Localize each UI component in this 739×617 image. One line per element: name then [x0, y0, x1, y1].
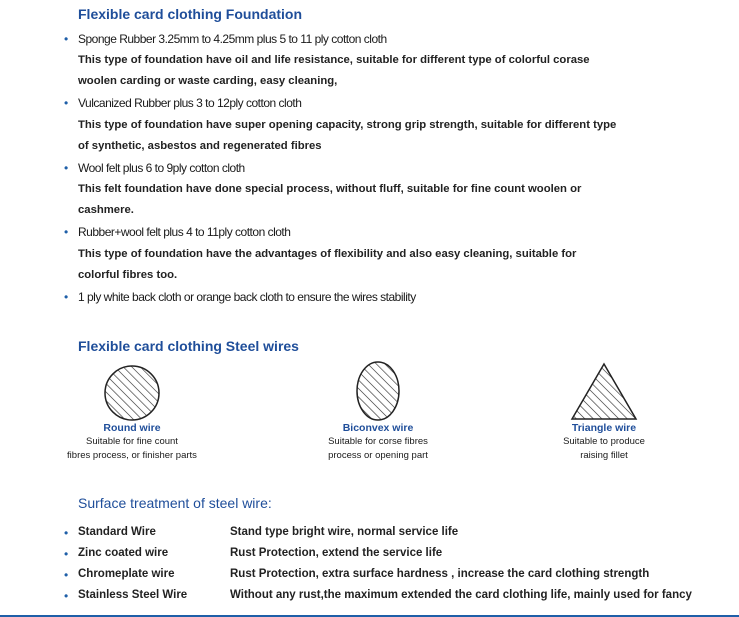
- bullet-icon: •: [64, 161, 69, 175]
- bullet-icon: •: [64, 547, 69, 561]
- bullet-icon: •: [64, 96, 69, 110]
- surface-type: Standard Wire: [78, 526, 156, 538]
- round-wire-icon: [103, 364, 161, 422]
- surface-desc: Rust Protection, extend the service life: [230, 547, 443, 559]
- surface-type: Stainless Steel Wire: [78, 589, 188, 601]
- foundation-item-label: Vulcanized Rubber plus 3 to 12ply cotton cloth: [78, 96, 302, 110]
- surface-type: Chromeplate wire: [78, 568, 175, 580]
- foundation-item-label: 1 ply white back cloth or orange back cloth to ensure the wires stability: [78, 290, 416, 304]
- wire-desc-line: Suitable to produce: [563, 436, 645, 447]
- foundation-item-desc: This type of foundation have the advantages of flexibility and also easy cleaning, suitable for colorful fibres too.: [78, 248, 577, 281]
- foundation-item-desc: This type of foundation have oil and life resistance, suitable for different type of colorful corase woolen carding or waste carding, easy cleaning,: [78, 54, 590, 87]
- wire-desc-line: raising fillet: [580, 450, 628, 461]
- wire-desc-line: process or opening part: [328, 450, 428, 461]
- triangle-wire-icon: [569, 361, 639, 421]
- bullet-icon: •: [64, 32, 69, 46]
- foundation-heading: Flexible card clothing Foundation: [78, 6, 303, 22]
- surface-heading: Surface treatment of steel wire:: [78, 495, 272, 511]
- surface-desc: Rust Protection, extra surface hardness , increase the card clothing strength: [230, 568, 650, 580]
- wire-desc-line: Suitable for fine count: [86, 436, 178, 447]
- wire-desc-line: fibres process, or finisher parts: [67, 450, 197, 461]
- foundation-item-desc: This felt foundation have done special process, without fluff, suitable for fine count woolen or cashmere.: [78, 183, 582, 216]
- foundation-item-label: Sponge Rubber 3.25mm to 4.25mm plus 5 to 11 ply cotton cloth: [78, 32, 387, 46]
- bullet-icon: •: [64, 290, 69, 304]
- surface-desc: Without any rust,the maximum extended the card clothing life, mainly used for fancy: [230, 589, 692, 601]
- foundation-item-desc: This type of foundation have super opening capacity, strong grip strength, suitable for different type of synthetic, asbestos and regenerated fibres: [78, 119, 617, 152]
- foundation-item-label: Rubber+wool felt plus 4 to 11ply cotton cloth: [78, 225, 291, 239]
- wire-name: Round wire: [103, 422, 161, 434]
- surface-desc: Stand type bright wire, normal service life: [230, 526, 459, 538]
- bullet-icon: •: [64, 589, 69, 603]
- biconvex-wire-icon: [355, 360, 401, 422]
- wire-name: Triangle wire: [571, 422, 637, 434]
- bullet-icon: •: [64, 568, 69, 582]
- surface-type: Zinc coated wire: [78, 547, 169, 559]
- bullet-icon: •: [64, 225, 69, 239]
- wire-desc-line: Suitable for corse fibres: [328, 436, 428, 447]
- bullet-icon: •: [64, 526, 69, 540]
- wire-name: Biconvex wire: [342, 422, 414, 434]
- foundation-item-label: Wool felt plus 6 to 9ply cotton cloth: [78, 161, 245, 175]
- wires-heading: Flexible card clothing Steel wires: [78, 338, 299, 354]
